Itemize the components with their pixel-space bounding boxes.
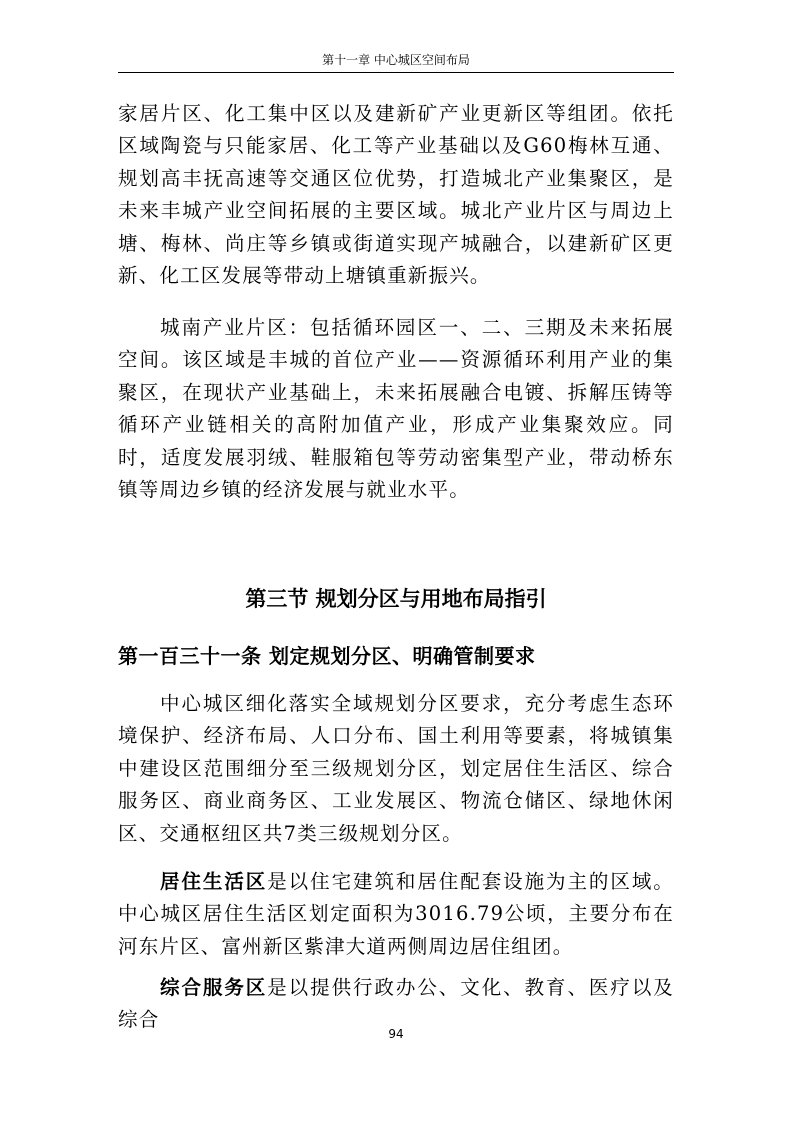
page-number: 94 xyxy=(388,1027,404,1041)
article-title: 第一百三十一条 划定规划分区、明确管制要求 xyxy=(118,644,536,668)
running-header: 第十一章 中心城区空间布局 xyxy=(322,53,470,67)
paragraph-4-text: 是以住宅建筑和居住配套设施为主的区域。中心城区居住生活区划定面积为3016.79公顷，主要分布在河东片区、富州新区紫津大道两侧周边居住组团。 xyxy=(118,870,674,958)
term-comprehensive-service-zone: 综合服务区 xyxy=(160,976,268,999)
body-paragraph-1: 家居片区、化工集中区以及建新矿产业更新区等组团。依托区域陶瓷与只能家居、化工等产业基础以及G60梅林互通、规划高丰抚高速等交通区位优势，打造城北产业集聚区，是未来丰城产业空间拓展的主要区域。城北产业片区与周边上塘、梅林、尚庄等乡镇或街道实现产城融合，以建新矿区更新、化工区发展等带动上塘镇重新振兴。 xyxy=(118,102,674,288)
paragraph-5-text: 是以提供行政办公、文化、教育、医疗以及综合 xyxy=(118,976,674,1032)
body-paragraph-3: 中心城区细化落实全域规划分区要求，充分考虑生态环境保护、经济布局、人口分布、国土利用等要素，将城镇集中建设区范围细分至三级规划分区，划定居住生活区、综合服务区、商业商务区、工业发展区、物流仓储区、绿地休闲区、交通枢纽区共7类三级规划分区。 xyxy=(118,692,674,845)
header-divider xyxy=(118,72,674,73)
term-residential-zone: 居住生活区 xyxy=(160,870,268,893)
section-title: 第三节 规划分区与用地布局指引 xyxy=(245,587,547,611)
body-paragraph-2: 城南产业片区：包括循环园区一、二、三期及未来拓展空间。该区域是丰城的首位产业——资源循环利用产业的集聚区，在现状产业基础上，未来拓展融合电镀、拆解压铸等循环产业链相关的高附加值产业，形成产业集聚效应。同时，适度发展羽绒、鞋服箱包等劳动密集型产业，带动桥东镇等周边乡镇的经济发展与就业水平。 xyxy=(118,316,674,502)
body-paragraph-4 xyxy=(118,866,674,963)
